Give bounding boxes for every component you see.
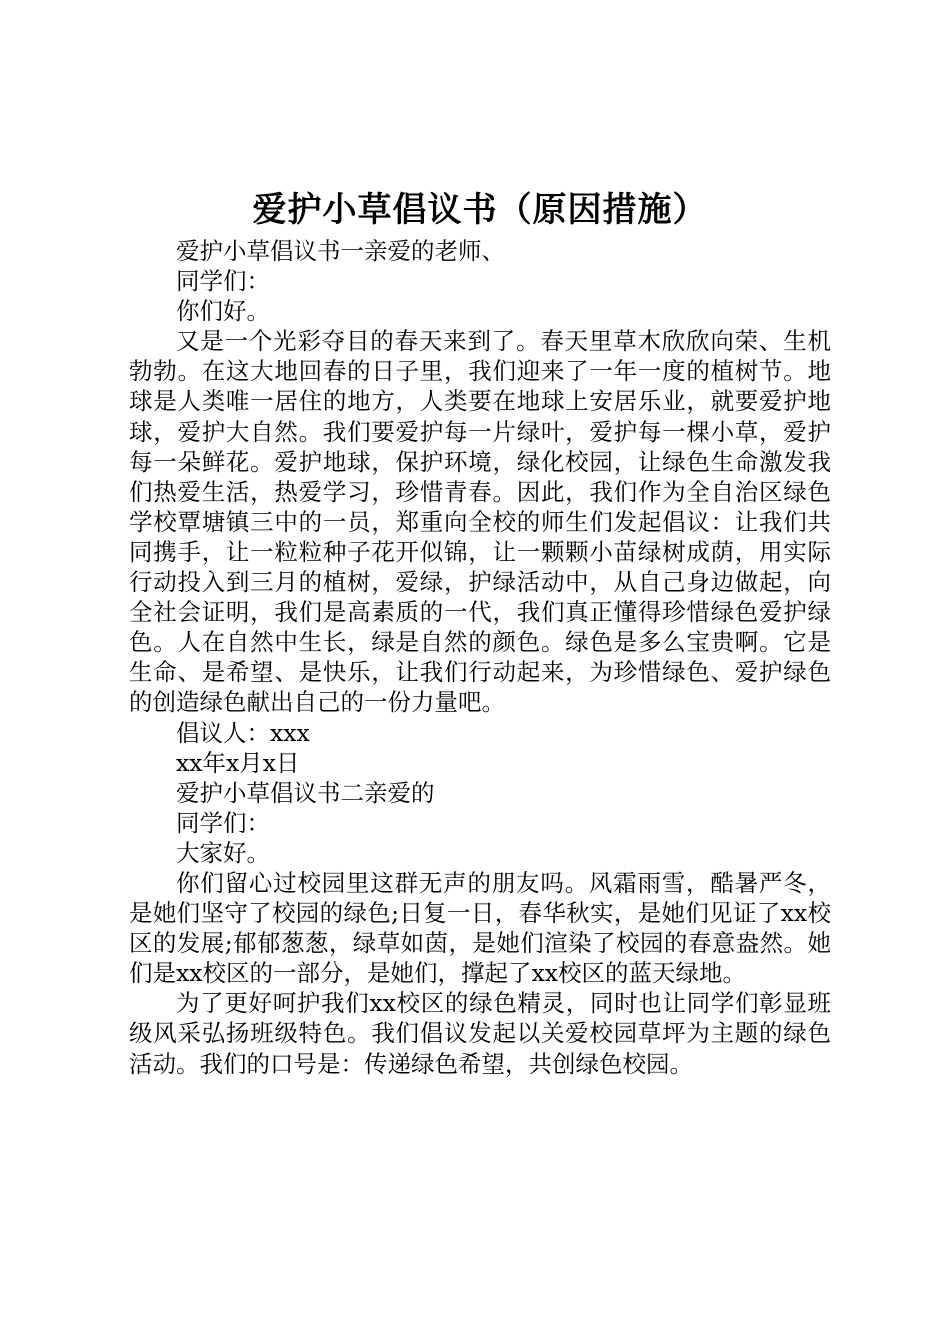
signature-line: 倡议人：xxx <box>176 718 310 747</box>
body-paragraph: 又是一个光彩夺目的春天来到了。春天里草木欣欣向荣、生机勃勃。在这大地回春的日子里，我们迎来了一年一度的植树节。地球是人类唯一居住的地方，人类要在地球上安居乐业，就要爱护地球，爱护大自然。我们要爱护每一片绿叶，爱护每一棵小草，爱护每一朵鲜花。爱护地球，保护环境，绿化校园，让绿色生命激发我们热爱生活，热爱学习，珍惜青春。因此，我们作为全自治区绿色学校覃塘镇三中的一员，郑重向全校的师生们发起倡议：让我们共同携手，让一粒粒种子花开似锦，让一颗颗小苗绿树成荫，用实际行动投入到三月的植树，爱绿，护绿活动中，从自己身边做起，向全社会证明，我们是高素质的一代，我们真正懂得珍惜绿色爱护绿色。人在自然中生长，绿是自然的颜色。绿色是多么宝贵啊。它是生命、是希望、是快乐，让我们行动起来，为珍惜绿色、爱护绿色的创造绿色献出自己的一份力量吧。 <box>129 327 831 717</box>
document-page <box>129 184 831 1079</box>
salutation-line: 爱护小草倡议书一亲爱的老师、 <box>176 237 505 265</box>
body-paragraph: 你们留心过校园里这群无声的朋友吗。风霜雨雪，酷暑严冬，是她们坚守了校园的绿色;日复一日，春华秋实，是她们见证了xx校区的发展;郁郁葱葱，绿草如茵，是她们渲染了校园的春意盎然。她们是xx校区的一部分，是她们，撑起了xx校区的蓝天绿地。 <box>129 868 831 988</box>
document-body <box>129 236 831 1079</box>
date-line: xx年x月x日 <box>176 748 300 777</box>
document-title: 爱护小草倡议书（原因措施） <box>252 190 708 230</box>
salutation-line: 同学们： <box>176 267 270 296</box>
salutation-line: 爱护小草倡议书二亲爱的 <box>176 778 435 807</box>
greeting-line: 大家好。 <box>176 838 270 867</box>
salutation-line: 同学们： <box>176 808 270 837</box>
greeting-line: 你们好。 <box>176 297 270 326</box>
body-paragraph: 为了更好呵护我们xx校区的绿色精灵，同时也让同学们彰显班级风采弘扬班级特色。我们倡议发起以关爱校园草坪为主题的绿色活动。我们的口号是：传递绿色希望，共创绿色校园。 <box>129 989 831 1078</box>
